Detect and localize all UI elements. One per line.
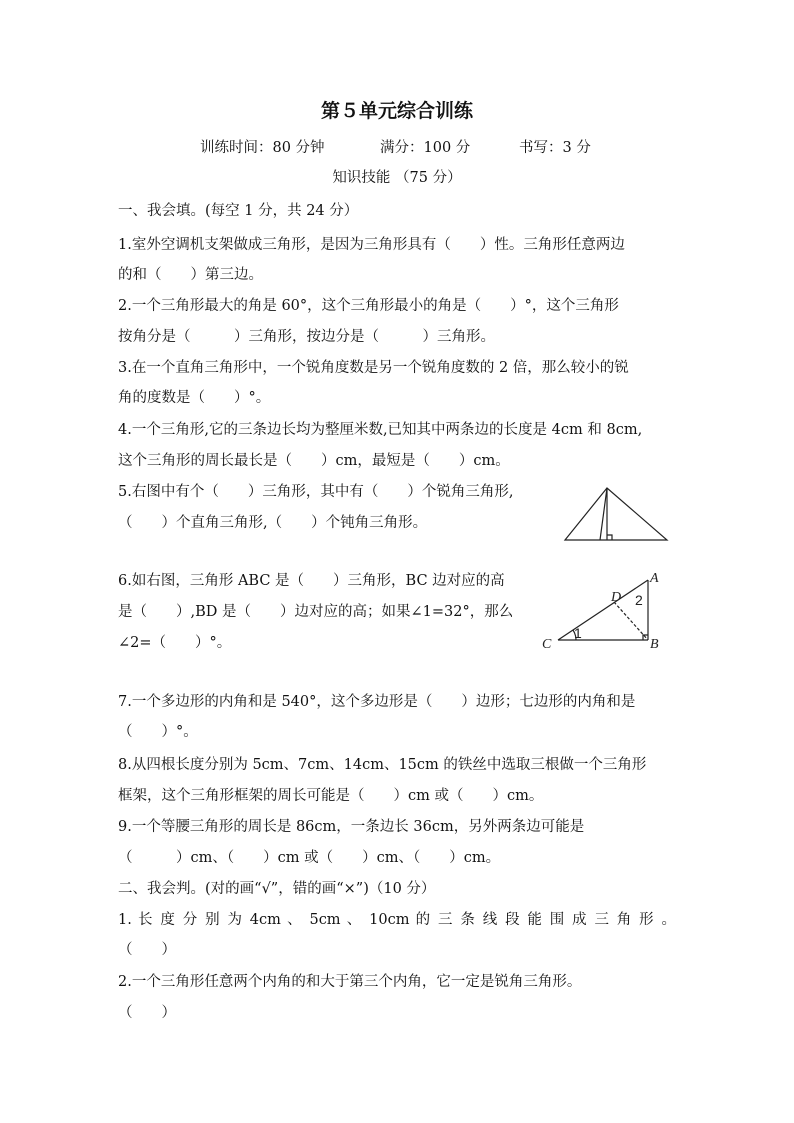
question-line: 1.室外空调机支架做成三角形，是因为三角形具有（ ）性。三角形任意两边 [118, 237, 625, 253]
judge-line: （ ） [118, 1005, 176, 1021]
question-line: 6.如右图，三角形 ABC 是（ ）三角形，BC 边对应的高 [118, 573, 505, 589]
judge-line: 1. 长 度 分 别 为 4cm 、 5cm 、 10cm 的 三 条 线 段 能 围 成 三 角 形 。 [118, 912, 676, 928]
question-line: 是（ ）,BD 是（ ）边对应的高；如果∠1=32°，那么 [118, 604, 514, 620]
question-line: 3.在一个直角三角形中，一个锐角度数是另一个锐角度数的 2 倍，那么较小的锐 [118, 360, 629, 376]
question-line: 4.一个三角形,它的三条边长均为整厘米数,已知其中两条边的长度是 4cm 和 8cm, [118, 422, 643, 438]
judge-line: 2.一个三角形任意两个内角的和大于第三个内角，它一定是锐角三角形。 [118, 974, 582, 990]
question-line: 框架，这个三角形框架的周长可能是（ ）cm 或（ ）cm。 [118, 788, 544, 804]
vertex-label-c: C [542, 637, 552, 652]
question-line: 2.一个三角形最大的角是 60°，这个三角形最小的角是（ ）°，这个三角形 [118, 298, 619, 314]
time-limit: 训练时间：80 分钟 [200, 140, 325, 156]
page-title: 第５单元综合训练 [320, 100, 473, 122]
writing-score: 书写：3 分 [519, 140, 591, 156]
question-line: 按角分是（ ）三角形，按边分是（ ）三角形。 [118, 329, 495, 345]
full-score: 满分：100 分 [380, 140, 471, 156]
question-line: 角的度数是（ ）°。 [118, 390, 271, 406]
angle-2-label: 2 [635, 592, 643, 608]
question-line: ∠2=（ ）°。 [118, 635, 232, 651]
section2-heading: 二、我会判。(对的画“√”，错的画“×”)（10 分） [118, 881, 436, 897]
question-line: 9.一个等腰三角形的周长是 86cm，一条边长 36cm，另外两条边可能是 [118, 819, 585, 835]
question-line: 7.一个多边形的内角和是 540°，这个多边形是（ ）边形；七边形的内角和是 [118, 694, 636, 710]
section1-heading: 一、我会填。(每空 1 分，共 24 分） [118, 203, 359, 219]
vertex-label-a: A [650, 571, 659, 586]
judge-line: （ ） [118, 942, 176, 958]
question-line: 的和（ ）第三边。 [118, 267, 263, 283]
question-line: 8.从四根长度分别为 5cm、7cm、14cm、15cm 的铁丝中选取三根做一个三角形 [118, 757, 647, 773]
angle-1-label: 1 [574, 625, 582, 641]
question-line: 5.右图中有个（ ）三角形，其中有（ ）个锐角三角形, [118, 484, 514, 500]
triangle-figure-q5 [562, 484, 672, 544]
vertex-label-b: B [650, 637, 659, 652]
question-line: （ ）cm、（ ）cm 或（ ）cm、（ ）cm。 [118, 850, 501, 866]
section-subtitle: 知识技能 （75 分） [332, 170, 462, 186]
question-line: （ ）个直角三角形,（ ）个钝角三角形。 [118, 515, 428, 531]
triangle-figure-q6 [538, 568, 668, 654]
vertex-label-d: D [611, 590, 622, 605]
question-line: （ ）°。 [118, 724, 198, 740]
question-line: 这个三角形的周长最长是（ ）cm，最短是（ ）cm。 [118, 453, 510, 469]
